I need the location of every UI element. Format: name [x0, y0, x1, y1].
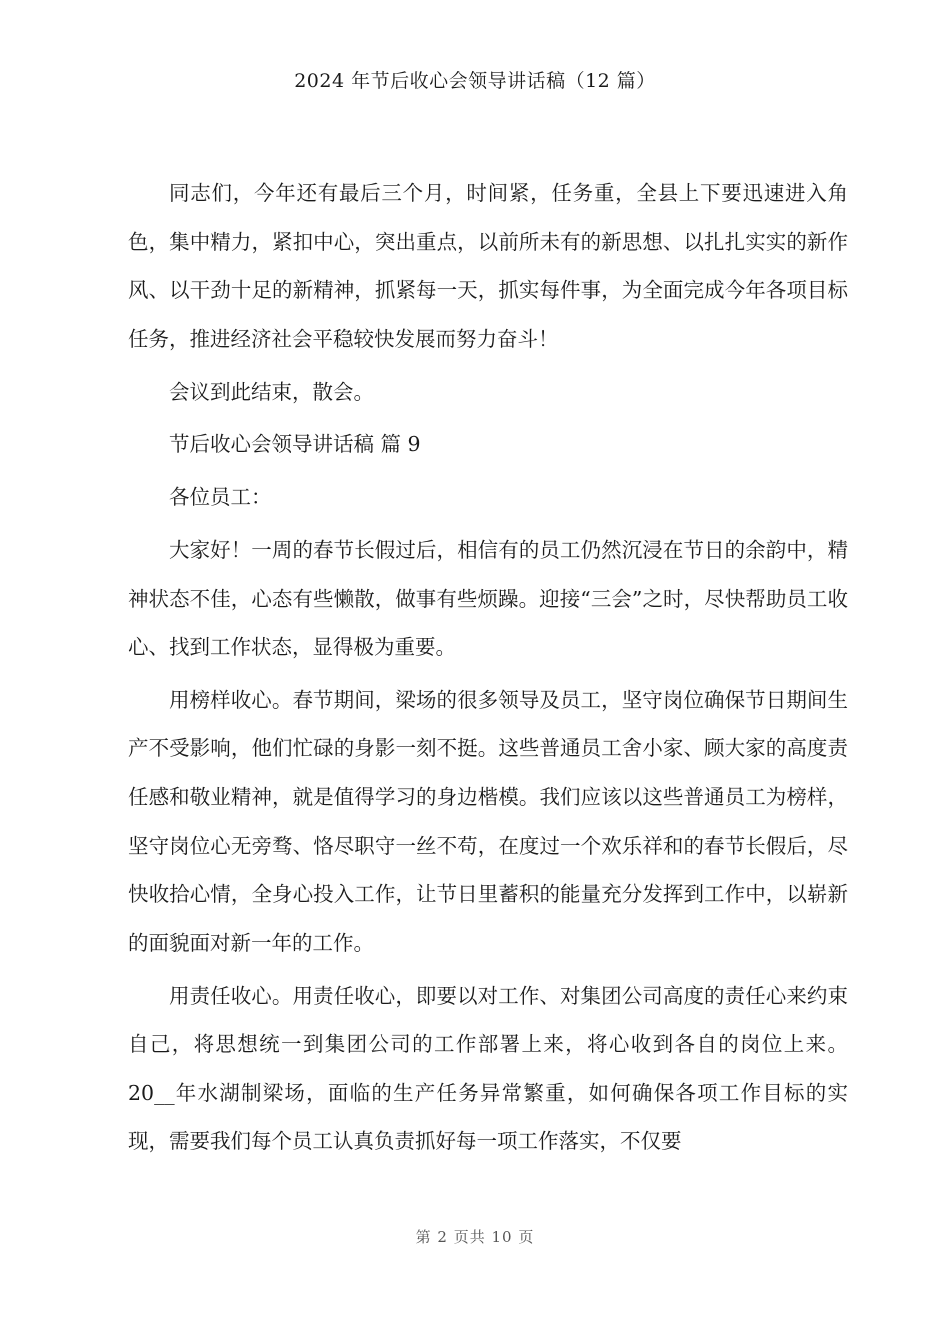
salutation: 各位员工： [169, 485, 272, 510]
document-title: 2024 年节后收心会领导讲话稿（12 篇） [294, 70, 656, 92]
paragraph-role-model: 用榜样收心。春节期间，梁场的很多领导及员工，坚守岗位确保节日期间生产不受影响，他们忙碌的身影一刻不挺。这些普通员工舍小家、顾大家的高度责任感和敬业精神，就是值得学习的身边楷模。我们应该以这些普通员工为榜样，坚守岗位心无旁骛、恪尽职守一丝不苟，在度过一个欢乐祥和的春节长假后，尽快收拾心情，全身心投入工作，让节日里蓄积的能量充分发挥到工作中，以崭新的面貌面对新一年的工作。 [128, 687, 848, 955]
paragraph-meeting-end: 会议到此结束，散会。 [169, 379, 374, 404]
document-body [128, 169, 848, 1170]
paragraph-closing-remarks: 同志们，今年还有最后三个月，时间紧，任务重，全县上下要迅速进入角色，集中精力，紧扣中心，突出重点，以前所未有的新思想、以扎扎实实的新作风、以干劲十足的新精神，抓紧每一天，抓实每件事，为全面完成今年各项目标任务，推进经济社会平稳较快发展而努力奋斗！ [128, 181, 848, 351]
page-number-footer: 第 2 页共 10 页 [415, 1228, 535, 1246]
paragraph-greeting: 大家好！一周的春节长假过后，相信有的员工仍然沉浸在节日的余韵中，精神状态不佳，心态有些懒散，做事有些烦躁。迎接“三会”之时，尽快帮助员工收心、找到工作状态，显得极为重要。 [128, 537, 848, 660]
paragraph-responsibility: 用责任收心。用责任收心，即要以对工作、对集团公司高度的责任心来约束自己，将思想统一到集团公司的工作部署上来，将心收到各自的岗位上来。20__年水湖制梁场，面临的生产任务异常繁重，如何确保各项工作目标的实现，需要我们每个员工认真负责抓好每一项工作落实，不仅要 [128, 983, 848, 1154]
section-heading: 节后收心会领导讲话稿 篇 9 [169, 432, 421, 457]
